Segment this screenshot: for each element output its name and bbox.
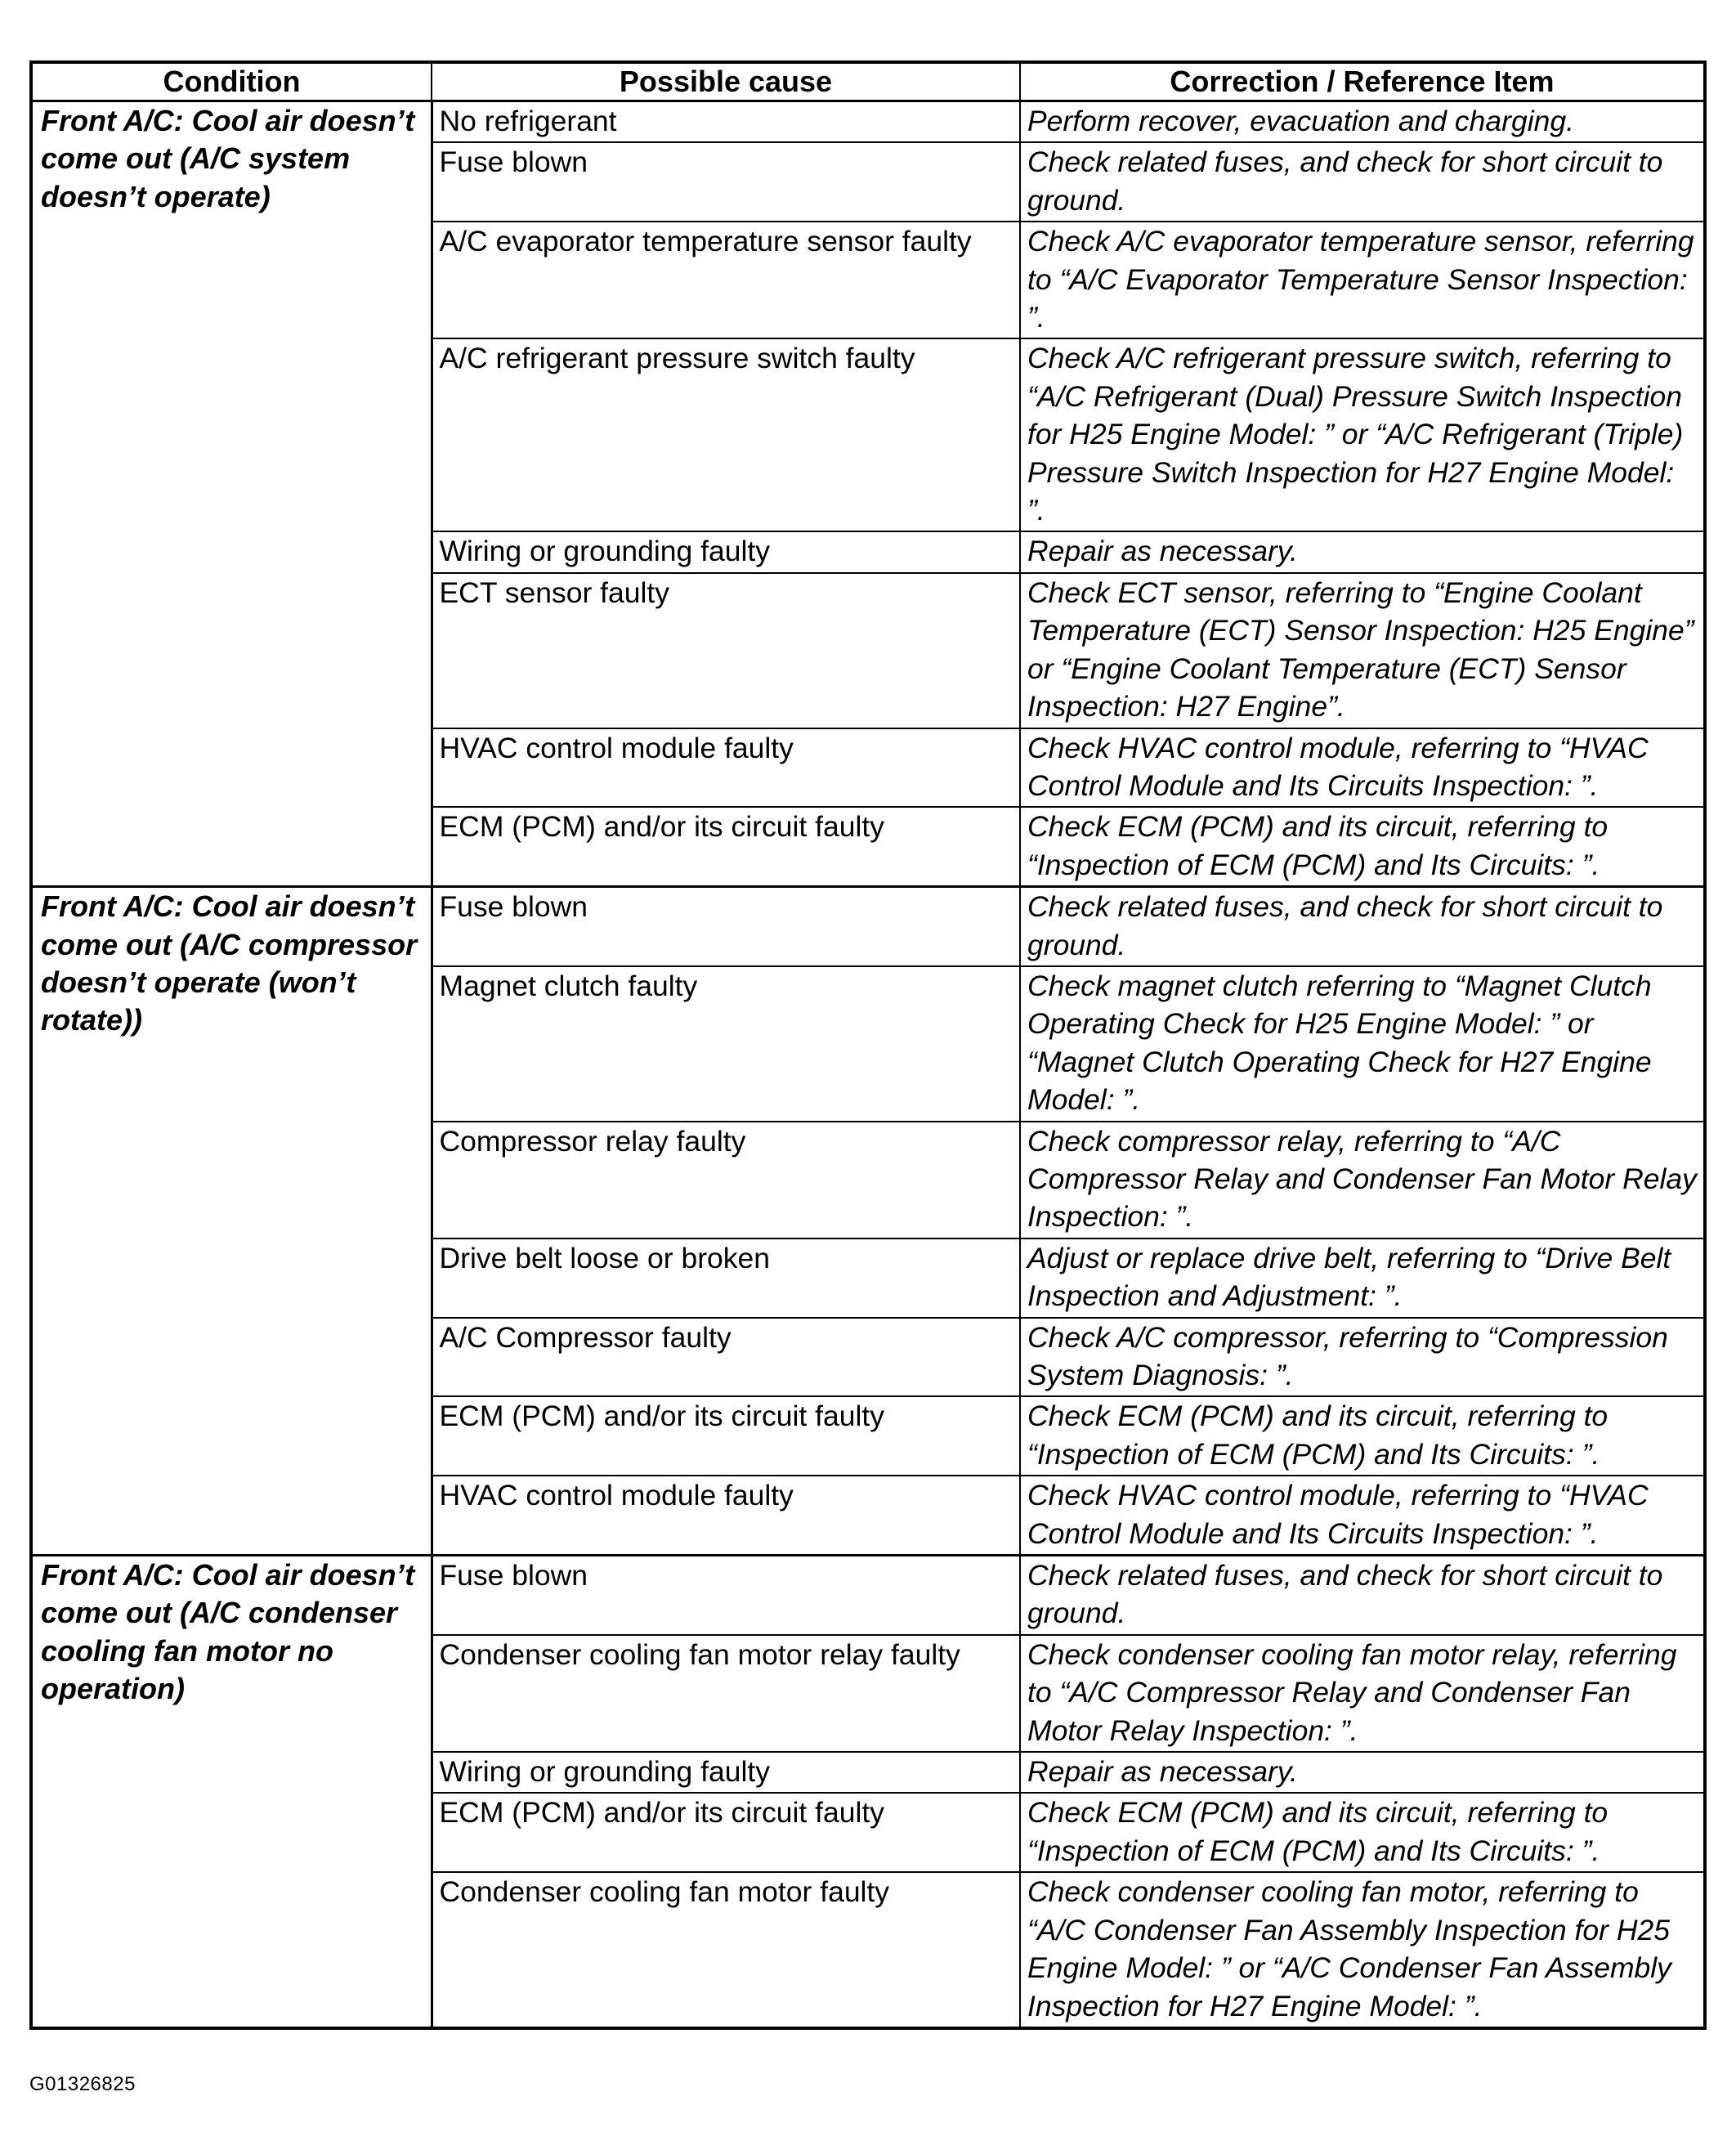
correction-cell: Check ECT sensor, referring to “Engine Coolant Temperature (ECT) Sensor Inspection: H25 Engine” or “Engine Coolant Temperature (ECT) Sensor Inspection: H27 Engine”. — [1020, 573, 1705, 728]
correction-cell: Check ECM (PCM) and its circuit, referring to “Inspection of ECM (PCM) and Its Circuits: ”. — [1020, 807, 1705, 886]
condition-cell: Front A/C: Cool air doesn’t come out (A/C compressor doesn’t operate (won’t rotate)) — [31, 887, 432, 1556]
correction-cell: Check HVAC control module, referring to “HVAC Control Module and Its Circuits Inspection: ”. — [1020, 1476, 1705, 1555]
correction-cell: Check condenser cooling fan motor relay, referring to “A/C Compressor Relay and Condenser Fan Motor Relay Inspection: ”. — [1020, 1635, 1705, 1752]
header-condition: Condition — [31, 62, 432, 101]
cause-cell: Condenser cooling fan motor faulty — [432, 1872, 1020, 2028]
cause-cell: ECM (PCM) and/or its circuit faulty — [432, 1396, 1020, 1476]
cause-cell: Fuse blown — [432, 887, 1020, 966]
correction-cell: Check A/C compressor, referring to “Compression System Diagnosis: ”. — [1020, 1318, 1705, 1397]
correction-cell: Check ECM (PCM) and its circuit, referring to “Inspection of ECM (PCM) and Its Circuits: ”. — [1020, 1396, 1705, 1476]
correction-cell: Repair as necessary. — [1020, 531, 1705, 572]
correction-cell: Check condenser cooling fan motor, referring to “A/C Condenser Fan Assembly Inspection for H25 Engine Model: ” or “A/C Condenser Fan Assembly Inspection for H27 Engine Model: ”. — [1020, 1872, 1705, 2028]
cause-cell: A/C refrigerant pressure switch faulty — [432, 338, 1020, 531]
cause-cell: Condenser cooling fan motor relay faulty — [432, 1635, 1020, 1752]
cause-cell: HVAC control module faulty — [432, 728, 1020, 808]
cause-cell: ECM (PCM) and/or its circuit faulty — [432, 1793, 1020, 1872]
correction-cell: Perform recover, evacuation and charging. — [1020, 101, 1705, 143]
correction-cell: Check A/C refrigerant pressure switch, referring to “A/C Refrigerant (Dual) Pressure Switch Inspection for H25 Engine Model: ” or “A/C Refrigerant (Triple) Pressure Switch Inspection for H27 Engine Model: ”. — [1020, 338, 1705, 531]
correction-cell: Check related fuses, and check for short circuit to ground. — [1020, 1556, 1705, 1635]
header-row — [31, 62, 1705, 101]
correction-cell: Check HVAC control module, referring to “HVAC Control Module and Its Circuits Inspection: ”. — [1020, 728, 1705, 808]
table-row — [31, 887, 1705, 966]
figure-id: G01326825 — [29, 2073, 136, 2095]
table-row — [31, 1556, 1705, 1635]
correction-cell: Repair as necessary. — [1020, 1752, 1705, 1793]
cause-cell: ECM (PCM) and/or its circuit faulty — [432, 807, 1020, 886]
condition-cell: Front A/C: Cool air doesn’t come out (A/C system doesn’t operate) — [31, 101, 432, 887]
cause-cell: Fuse blown — [432, 142, 1020, 222]
troubleshooting-table — [29, 60, 1707, 2030]
cause-cell: Fuse blown — [432, 1556, 1020, 1635]
cause-cell: A/C evaporator temperature sensor faulty — [432, 222, 1020, 338]
correction-cell: Check A/C evaporator temperature sensor, referring to “A/C Evaporator Temperature Sensor Inspection: ”. — [1020, 222, 1705, 338]
cause-cell: Drive belt loose or broken — [432, 1238, 1020, 1318]
cause-cell: Wiring or grounding faulty — [432, 531, 1020, 572]
correction-cell: Check compressor relay, referring to “A/C Compressor Relay and Condenser Fan Motor Relay Inspection: ”. — [1020, 1122, 1705, 1238]
cause-cell: Compressor relay faulty — [432, 1122, 1020, 1238]
cause-cell: Wiring or grounding faulty — [432, 1752, 1020, 1793]
correction-cell: Check related fuses, and check for short circuit to ground. — [1020, 887, 1705, 966]
cause-cell: Magnet clutch faulty — [432, 966, 1020, 1122]
table-body — [31, 101, 1705, 2028]
correction-cell: Check ECM (PCM) and its circuit, referring to “Inspection of ECM (PCM) and Its Circuits: ”. — [1020, 1793, 1705, 1872]
header-possible-cause: Possible cause — [432, 62, 1020, 101]
header-correction: Correction / Reference Item — [1020, 62, 1705, 101]
cause-cell: ECT sensor faulty — [432, 573, 1020, 728]
correction-cell: Adjust or replace drive belt, referring to “Drive Belt Inspection and Adjustment: ”. — [1020, 1238, 1705, 1318]
correction-cell: Check related fuses, and check for short circuit to ground. — [1020, 142, 1705, 222]
table-row — [31, 101, 1705, 143]
cause-cell: HVAC control module faulty — [432, 1476, 1020, 1555]
cause-cell: A/C Compressor faulty — [432, 1318, 1020, 1397]
correction-cell: Check magnet clutch referring to “Magnet Clutch Operating Check for H25 Engine Model: ” or “Magnet Clutch Operating Check for H27 Engine Model: ”. — [1020, 966, 1705, 1122]
cause-cell: No refrigerant — [432, 101, 1020, 143]
condition-cell: Front A/C: Cool air doesn’t come out (A/C condenser cooling fan motor no operation) — [31, 1556, 432, 2028]
